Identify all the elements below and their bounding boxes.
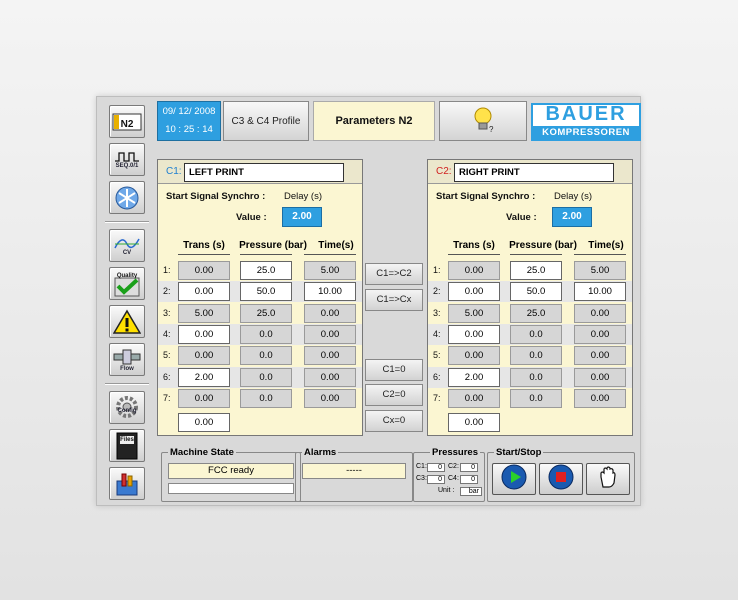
channel-name-field[interactable]: LEFT PRINT — [184, 163, 344, 182]
channel-panel-c1 — [157, 159, 363, 436]
trans-cell[interactable]: 0.00 — [178, 282, 230, 301]
table-row — [428, 345, 632, 366]
c2-pressure-value: 0 — [460, 463, 478, 472]
table-row — [428, 388, 632, 409]
row-number: 5: — [433, 350, 441, 361]
column-underline — [574, 254, 626, 255]
sequence-button[interactable] — [109, 143, 145, 176]
cv-button[interactable] — [109, 229, 145, 262]
pressure-cell[interactable]: 50.0 — [510, 282, 562, 301]
hand-icon — [597, 465, 619, 494]
trans-cell-extra[interactable]: 0.00 — [178, 413, 230, 432]
trans-cell-extra[interactable]: 0.00 — [448, 413, 500, 432]
help-button[interactable] — [439, 101, 527, 141]
pressure-cell[interactable]: 0.0 — [510, 368, 562, 387]
trans-cell[interactable]: 0.00 — [448, 282, 500, 301]
sidebar-divider — [105, 221, 149, 223]
flow-button[interactable] — [109, 343, 145, 376]
trans-cell[interactable]: 0.00 — [448, 346, 500, 365]
trans-column-header: Trans (s) — [183, 240, 225, 251]
time-cell[interactable]: 0.00 — [574, 325, 626, 344]
time-column-header: Time(s) — [588, 240, 624, 251]
table-row — [158, 324, 362, 345]
trans-cell[interactable]: 2.00 — [448, 368, 500, 387]
c4-pressure-label: C4: — [448, 475, 459, 482]
start-signal-label: Start Signal Synchro : — [166, 191, 266, 202]
stop-button[interactable] — [539, 463, 583, 495]
pressure-cell[interactable]: 25.0 — [510, 261, 562, 280]
sidebar — [101, 101, 153, 503]
time-cell[interactable]: 0.00 — [574, 304, 626, 323]
row-number: 1: — [433, 265, 441, 275]
pressure-cell[interactable]: 0.0 — [240, 346, 292, 365]
config-label: Config — [117, 407, 137, 414]
hmi-screen — [96, 96, 641, 506]
row-number: 6: — [433, 371, 441, 382]
machine-state-value: FCC ready — [168, 463, 294, 479]
trans-cell[interactable]: 0.00 — [178, 325, 230, 344]
column-underline — [510, 254, 562, 255]
alarms-label: Alarms — [304, 447, 337, 458]
time-column-header: Time(s) — [318, 240, 354, 251]
config-gear-icon — [112, 394, 142, 422]
row-number: 2: — [163, 286, 171, 297]
quality-button[interactable] — [109, 267, 145, 300]
quality-label: Quality — [116, 272, 138, 279]
c4-pressure-value: 0 — [460, 475, 478, 484]
trans-cell[interactable]: 0.00 — [178, 389, 230, 408]
warning-icon — [113, 309, 141, 335]
time-cell[interactable]: 0.00 — [304, 368, 356, 387]
svg-text:?: ? — [489, 124, 494, 134]
table-row — [158, 345, 362, 366]
column-underline — [240, 254, 292, 255]
lightbulb-icon — [472, 106, 494, 137]
logo-subtext: KOMPRESSOREN — [533, 126, 639, 139]
pressure-cell[interactable]: 0.0 — [510, 389, 562, 408]
trans-cell[interactable]: 0.00 — [448, 389, 500, 408]
files-icon — [114, 432, 140, 460]
row-number: 7: — [163, 392, 171, 403]
flow-icon — [113, 348, 141, 372]
files-button[interactable] — [109, 429, 145, 462]
files-label: Files — [120, 436, 134, 443]
tools-icon — [113, 471, 141, 497]
pressure-cell[interactable]: 0.0 — [240, 368, 292, 387]
channel-code: C1: — [166, 166, 182, 177]
channel-name-field[interactable]: RIGHT PRINT — [454, 163, 614, 182]
machine-state-progress — [168, 483, 294, 494]
time-cell[interactable]: 0.00 — [304, 325, 356, 344]
row-number: 7: — [433, 392, 441, 403]
c1-pressure-value: 0 — [427, 463, 445, 472]
table-row — [428, 281, 632, 302]
cv-label: CV — [122, 249, 132, 256]
reset-cx-button[interactable]: Cx=0 — [365, 410, 423, 432]
row-number: 3: — [433, 307, 441, 318]
value-label: Value : — [236, 212, 267, 223]
start-signal-value[interactable]: Delay (s) — [284, 191, 323, 202]
time-cell[interactable]: 0.00 — [574, 346, 626, 365]
trans-cell[interactable]: 0.00 — [448, 261, 500, 280]
date-time-display — [157, 101, 221, 141]
trans-cell[interactable]: 2.00 — [178, 368, 230, 387]
row-number: 4: — [163, 328, 171, 339]
pressure-cell[interactable]: 25.0 — [240, 261, 292, 280]
table-row — [158, 367, 362, 388]
date: 09/ 12/ 2008 — [162, 106, 216, 117]
pressure-column-header: Pressure (bar) — [239, 240, 307, 251]
row-number: 4: — [433, 328, 441, 339]
unit-label: Unit : — [438, 487, 455, 494]
table-row — [428, 303, 632, 324]
n2-button[interactable] — [109, 105, 145, 138]
table-row — [428, 324, 632, 345]
time-cell[interactable]: 0.00 — [574, 389, 626, 408]
pressures-label: Pressures — [432, 447, 478, 458]
manual-button[interactable] — [586, 463, 630, 495]
page-title: Parameters N2 — [313, 101, 435, 141]
start-signal-value[interactable]: Delay (s) — [554, 191, 593, 202]
alarms-group — [295, 447, 413, 502]
trans-column-header: Trans (s) — [453, 240, 495, 251]
reset-c1-button[interactable]: C1=0 — [365, 359, 423, 381]
pressures-group — [413, 447, 485, 502]
table-row — [428, 260, 632, 281]
row-number: 3: — [163, 307, 171, 318]
start-signal-label: Start Signal Synchro : — [436, 191, 536, 202]
logo-text: BAUER — [545, 103, 627, 125]
stop-icon — [548, 464, 574, 495]
cv-curve-icon — [114, 236, 140, 256]
start-button[interactable] — [492, 463, 536, 495]
svg-text:N2: N2 — [120, 118, 134, 130]
tools-button[interactable] — [109, 467, 145, 500]
pressure-cell[interactable]: 25.0 — [240, 304, 292, 323]
column-underline — [178, 254, 230, 255]
table-row — [158, 303, 362, 324]
row-number: 1: — [163, 265, 171, 275]
value-input[interactable]: 2.00 — [282, 207, 322, 227]
pressure-cell[interactable]: 25.0 — [510, 304, 562, 323]
sequence-label: SEQ.0/1 — [115, 162, 139, 169]
unit-value: bar — [460, 487, 482, 496]
copy-c1-to-cx-button[interactable]: C1=>Cx — [365, 289, 423, 311]
pressure-cell[interactable]: 0.0 — [510, 346, 562, 365]
machine-state-group — [161, 447, 301, 502]
column-underline — [448, 254, 500, 255]
pressure-column-header: Pressure (bar) — [509, 240, 577, 251]
time-cell[interactable]: 10.00 — [304, 282, 356, 301]
start-stop-label: Start/Stop — [496, 447, 542, 458]
c3-pressure-value: 0 — [427, 475, 445, 484]
trans-cell[interactable]: 0.00 — [178, 261, 230, 280]
value-input[interactable]: 2.00 — [552, 207, 592, 227]
cooling-button[interactable] — [109, 181, 145, 214]
pressure-cell[interactable]: 50.0 — [240, 282, 292, 301]
row-number: 2: — [433, 286, 441, 297]
trans-cell[interactable]: 0.00 — [448, 325, 500, 344]
profile-button[interactable]: C3 & C4 Profile — [223, 101, 309, 141]
row-number: 5: — [163, 350, 171, 361]
table-row — [428, 367, 632, 388]
column-underline — [304, 254, 356, 255]
alarms-value: ----- — [302, 463, 406, 479]
n2-icon — [112, 111, 142, 133]
time-cell[interactable]: 0.00 — [304, 389, 356, 408]
table-row — [158, 281, 362, 302]
row-number: 6: — [163, 371, 171, 382]
time-cell[interactable]: 10.00 — [574, 282, 626, 301]
quality-check-icon — [113, 270, 141, 298]
channel-code: C2: — [436, 166, 452, 177]
pressure-cell[interactable]: 0.0 — [240, 389, 292, 408]
c3-pressure-label: C3: — [416, 475, 427, 482]
config-button[interactable] — [109, 391, 145, 424]
play-icon — [501, 464, 527, 495]
c1-pressure-label: C1: — [416, 463, 427, 470]
time: 10 : 25 : 14 — [165, 124, 213, 135]
time-cell[interactable]: 5.00 — [304, 261, 356, 280]
time-cell[interactable]: 0.00 — [304, 304, 356, 323]
reset-c2-button[interactable]: C2=0 — [365, 384, 423, 406]
trans-cell[interactable]: 0.00 — [178, 346, 230, 365]
pressure-cell[interactable]: 0.0 — [240, 325, 292, 344]
alarm-button[interactable] — [109, 305, 145, 338]
trans-cell[interactable]: 5.00 — [448, 304, 500, 323]
start-stop-group — [487, 447, 635, 502]
sequence-icon — [114, 151, 140, 169]
trans-cell[interactable]: 5.00 — [178, 304, 230, 323]
c2-pressure-label: C2: — [448, 463, 459, 470]
channel-panel-c2 — [427, 159, 633, 436]
time-cell[interactable]: 0.00 — [304, 346, 356, 365]
time-cell[interactable]: 5.00 — [574, 261, 626, 280]
pressure-cell[interactable]: 0.0 — [510, 325, 562, 344]
time-cell[interactable]: 0.00 — [574, 368, 626, 387]
copy-c1-to-c2-button[interactable]: C1=>C2 — [365, 263, 423, 285]
bauer-logo — [531, 103, 641, 141]
table-row — [158, 260, 362, 281]
table-row — [158, 388, 362, 409]
machine-state-label: Machine State — [170, 447, 234, 458]
flow-label: Flow — [120, 365, 134, 372]
sidebar-divider — [105, 383, 149, 385]
value-label: Value : — [506, 212, 537, 223]
cooling-icon — [114, 185, 140, 211]
